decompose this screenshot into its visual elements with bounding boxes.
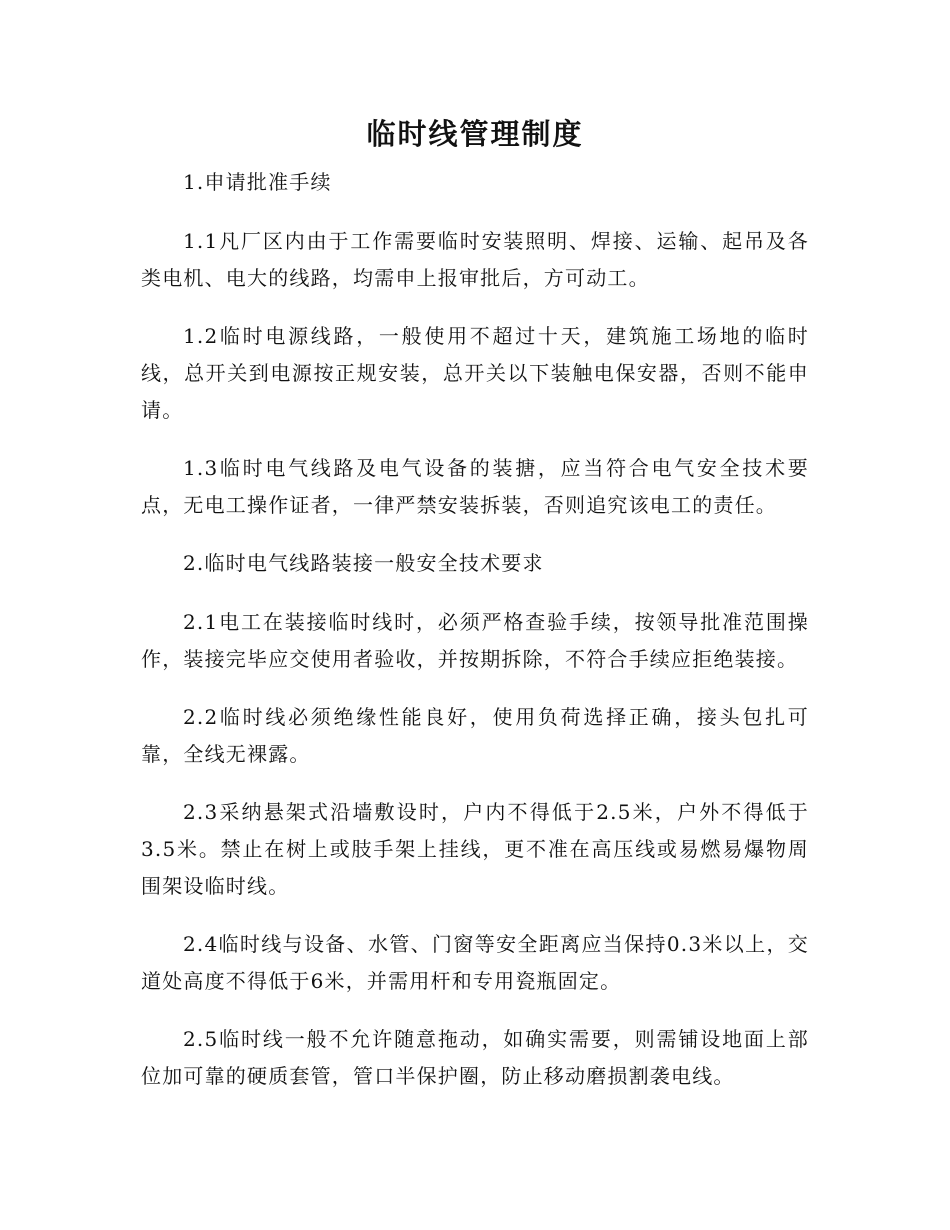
paragraph-1-2: 1.2临时电源线路，一般使用不超过十天，建筑施工场地的临时线，总开关到电源按正规安装，总开关以下装触电保安器，否则不能申请。	[141, 324, 809, 422]
paragraph-2-5: 2.5临时线一般不允许随意拖动，如确实需要，则需铺设地面上部位加可靠的硬质套管，管口半保护圈，防止移动磨损割袭电线。	[141, 1027, 809, 1088]
paragraph-2-2: 2.2临时线必须绝缘性能良好，使用负荷选择正确，接头包扎可靠，全线无裸露。	[141, 705, 809, 766]
section-heading-1: 1.申请批准手续	[183, 170, 332, 194]
paragraph-2-4: 2.4临时线与设备、水管、门窗等安全距离应当保持0.3米以上，交道处高度不得低于6米，并需用杆和专用瓷瓶固定。	[141, 932, 809, 993]
document-body	[141, 164, 809, 1116]
paragraph-1-3: 1.3临时电气线路及电气设备的装搪，应当符合电气安全技术要点，无电工操作证者，一律严禁安装拆装，否则追究该电工的责任。	[141, 456, 809, 517]
section-heading-2: 2.临时电气线路装接一般安全技术要求	[183, 551, 544, 575]
page-title: 临时线管理制度	[366, 117, 584, 151]
paragraph-2-1: 2.1电工在装接临时线时，必须严格查验手续，按领导批准范围操作，装接完毕应交使用者验收，并按期拆除，不符合手续应拒绝装接。	[141, 610, 809, 671]
paragraph-2-3: 2.3采纳悬架式沿墙敷设时，户内不得低于2.5米，户外不得低于3.5米。禁止在树上或肢手架上挂线，更不准在高压线或易燃易爆物周围架设临时线。	[141, 800, 809, 898]
paragraph-1-1: 1.1凡厂区内由于工作需要临时安装照明、焊接、运输、起吊及各类电机、电大的线路，均需申上报审批后，方可动工。	[141, 229, 809, 290]
